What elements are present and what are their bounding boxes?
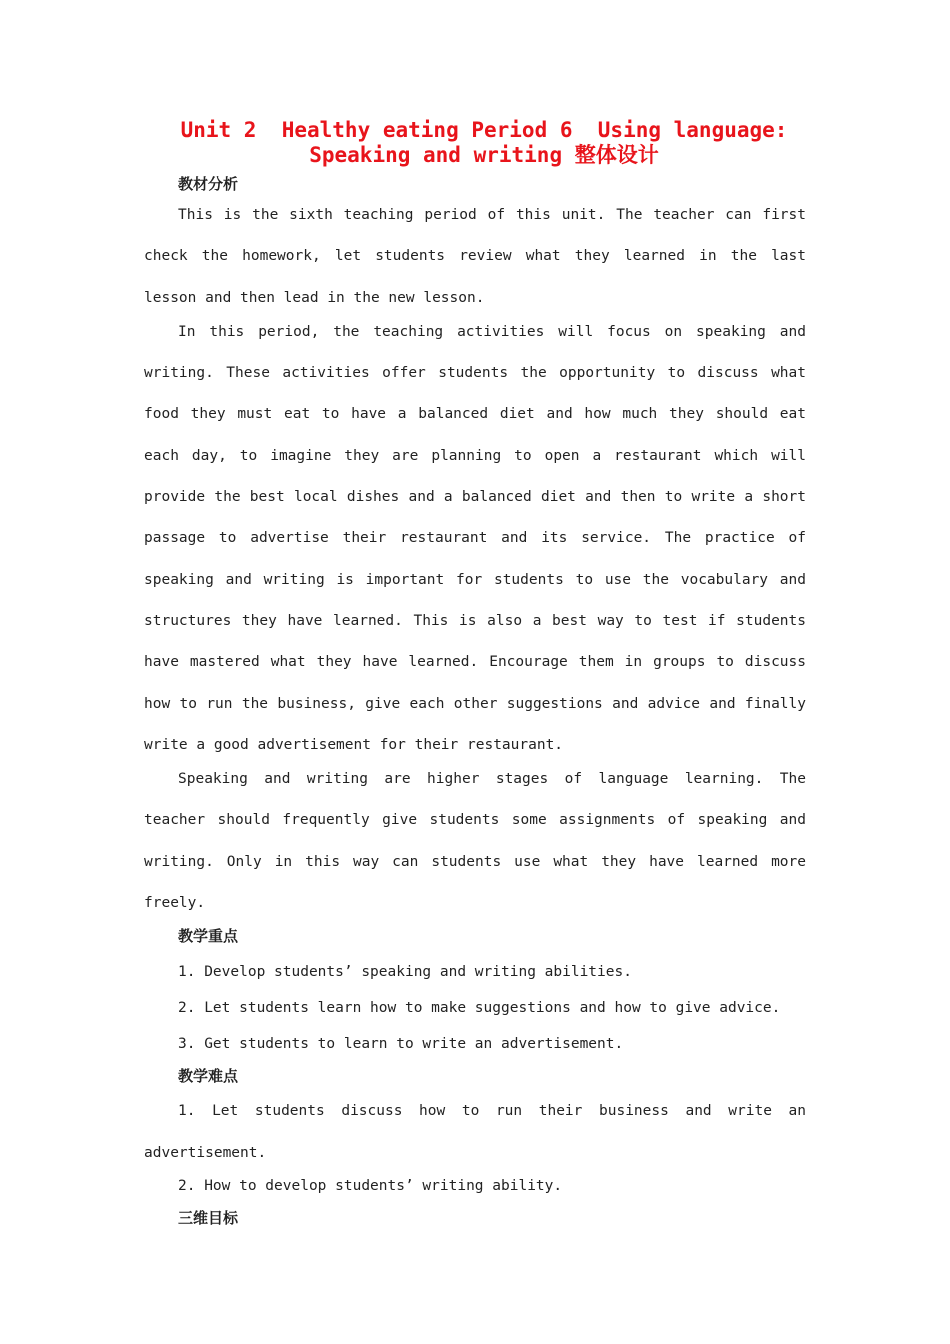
heading-key-points: 教学重点 [178, 927, 239, 946]
title-line-2: Speaking and writing 整体设计 [309, 143, 659, 167]
heading-objectives: 三维目标 [178, 1208, 239, 1227]
list-item: 2. How to develop students’ writing ability. [178, 1177, 563, 1194]
list-item: 2. Let students learn how to make suggestions and how to give advice. [178, 1000, 781, 1017]
document-page [144, 118, 806, 1236]
paragraph: In this period, the teaching activities will focus on speaking and writing. These activities offer students the opportunity to discuss what food they must eat to have a balanced diet and how much they should eat each day, to imagine they are planning to open a restaurant which will provide the best local dishes and a balanced diet and then to write a short passage to advertise their restaurant and its service. The practice of speaking and writing is important for students to use the vocabulary and structures they have learned. This is also a best way to test if students have mastered what they have learned. Encourage them in groups to discuss how to run the business, give each other suggestions and advice and finally write a good advertisement for their restaurant. [144, 323, 806, 753]
list-item: 3. Get students to learn to write an advertisement. [178, 1036, 624, 1053]
list-item: 1. Let students discuss how to run their business and write an advertisement. [144, 1103, 806, 1161]
heading-materials: 教材分析 [178, 175, 239, 193]
document-title [144, 118, 806, 168]
paragraph: Speaking and writing are higher stages of language learning. The teacher should frequently give students some assignments of speaking and writing. Only in this way can students use what they have learned more freely. [144, 771, 806, 912]
list-item: 1. Develop students’ speaking and writing abilities. [178, 964, 632, 981]
heading-difficulties: 教学难点 [178, 1067, 239, 1086]
paragraph: This is the sixth teaching period of this unit. The teacher can first check the homework, let students review what they learned in the last lesson and then lead in the new lesson. [144, 207, 806, 306]
title-line-1: Unit 2 Healthy eating Period 6 Using language: [180, 118, 788, 142]
